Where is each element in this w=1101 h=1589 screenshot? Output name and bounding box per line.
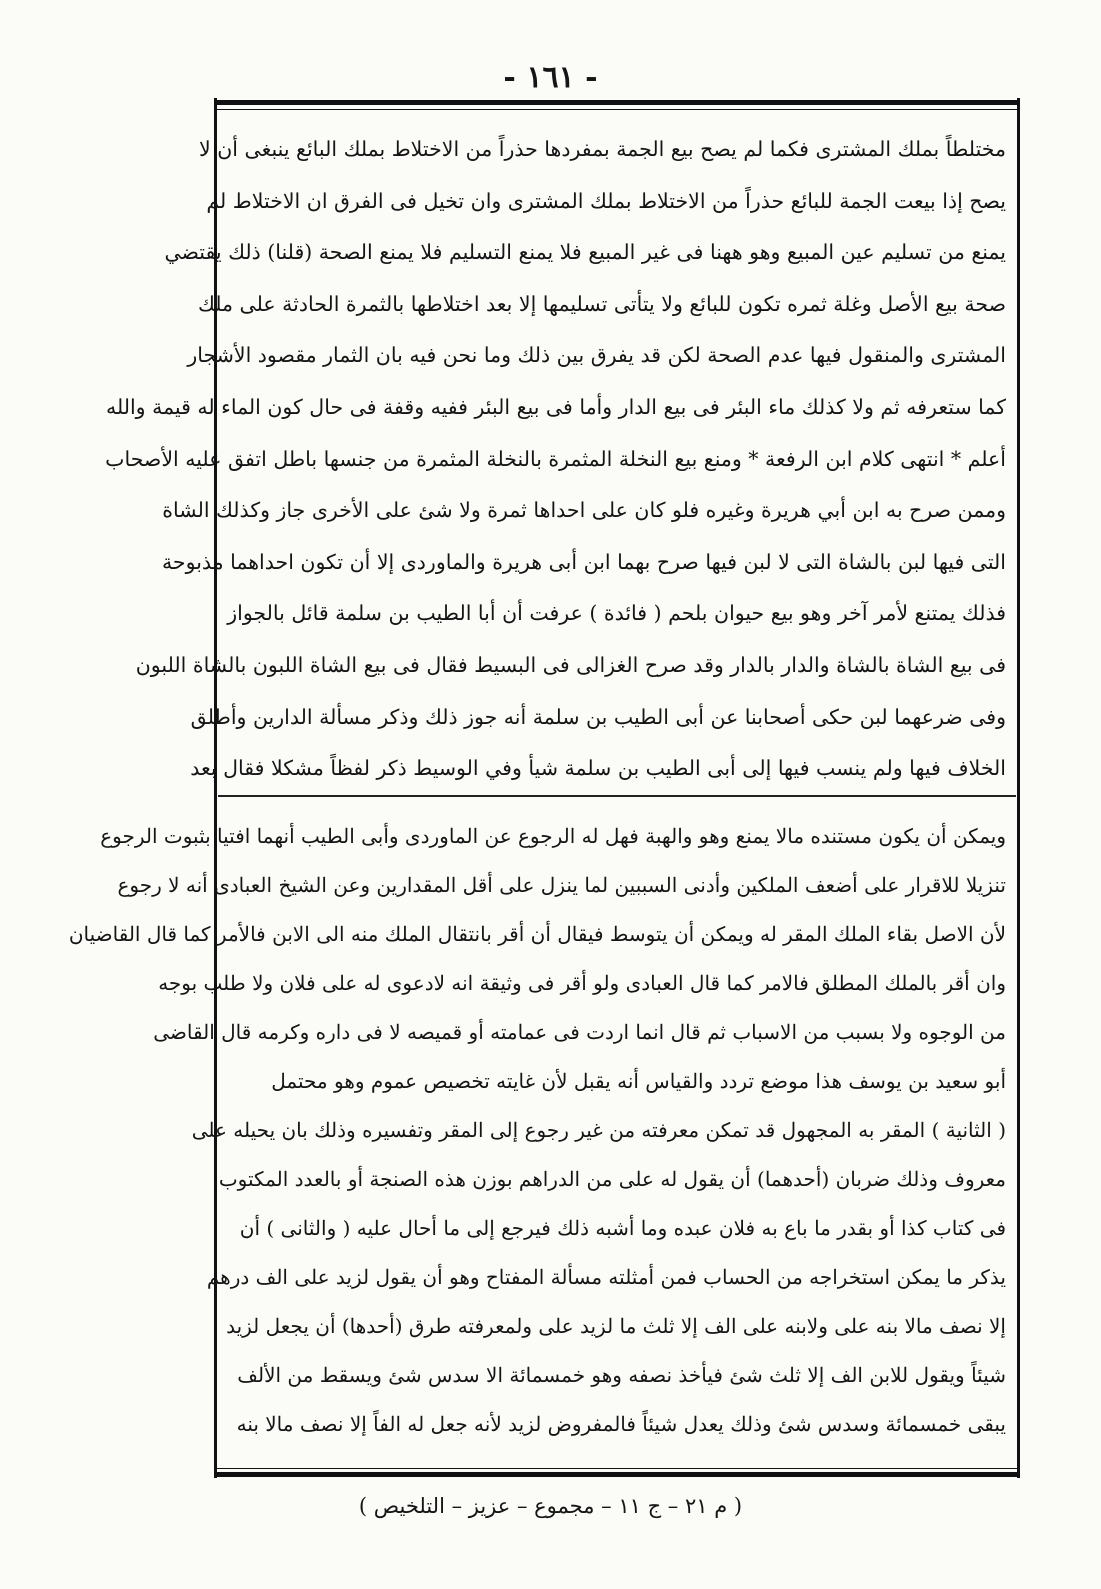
main-text-line: يمنع من تسليم عين المبيع وهو ههنا فى غير المبيع فلا يمنع التسليم فلا يمنع الصحة (قلنا) ذلك يقتضي [164,240,1006,265]
commentary-line: تنزيلا للاقرار على أضعف الملكين وأدنى السببين لما ينزل على أقل المقدارين وعن الشيخ العبادى أنه لا رجوع [117,873,1006,897]
section-divider [218,795,1016,797]
main-text-line: كما ستعرفه ثم ولا كذلك ماء البئر فى بيع الدار وأما فى بيع البئر ففيه وقفة فى حال كون الماء له قيمة والله [105,394,1006,419]
commentary-line: وان أقر بالملك المطلق فالامر كما قال العبادى ولو أقر فى وثيقة انه لادعوى له على فلان ولا طلب بوجه [158,971,1006,995]
commentary-line: ويمكن أن يكون مستنده مالا يمنع وهو والهبة فهل له الرجوع عن الماوردى وأبى الطيب أنهما افتيا بثبوت الرجوع [100,824,1006,848]
commentary-line: ( الثانية ) المقر به المجهول قد تمكن معرفته من غير رجوع إلى المقر وتفسيره وذلك بان يحيله على [191,1118,1006,1142]
commentary-text [68,812,1006,1449]
commentary-line: إلا نصف مالا بنه على ولابنه على الف إلا ثلث ما لزيد على ولمعرفته طرق (أحدها) أن يجعل لزيد [226,1314,1006,1338]
main-text-line: المشترى والمنقول فيها عدم الصحة لكن قد يفرق بين ذلك وما نحن فيه بان الثمار مقصود الأشجار [187,343,1006,368]
main-text-line: الخلاف فيها ولم ينسب فيها إلى أبى الطيب بن سلمة شيأ وفي الوسيط ذكر لفظاً مشكلا فقال بعد [190,756,1006,781]
footer-signature: ( م ٢١ – ج ١١ – مجموع – عزيز – التلخيص ) [358,1494,743,1518]
bottom-rule-thin [214,1468,1020,1469]
commentary-line: لأن الاصل بقاء الملك المقر له ويمكن أن يتوسط فيقال أن أقر بانتقال الملك منه الى الابن فالأمر كما قال القاضيان [68,922,1006,946]
page-number: - ١٦١ - [503,60,598,95]
main-text-line: أعلم * انتهى كلام ابن الرفعة * ومنع بيع النخلة المثمرة بالنخلة المثمرة من جنسها باطل اتفق عليه الأصحاب [105,446,1006,471]
main-text-line: وفى ضرعهما لبن حكى أصحابنا عن أبى الطيب بن سلمة أنه جوز ذلك وذكر مسألة الدارين وأطلق [190,704,1006,729]
main-text-line: يصح إذا بيعت الجمة للبائع حذراً من الاختلاط بملك المشترى وان تخيل فى الفرق ان الاختلاط لم [206,188,1006,213]
main-text-line: وممن صرح به ابن أبي هريرة وغيره فلو كان على احداها ثمرة ولا شئ على الأخرى جاز وكذلك الشاة [162,498,1006,523]
commentary-line: أبو سعيد بن يوسف هذا موضع تردد والقياس أنه يقبل لأن غايته تخصيص عموم وهو محتمل [271,1069,1006,1093]
top-rule-thin [214,109,1020,110]
commentary-line: من الوجوه ولا بسبب من الاسباب ثم قال انما اردت فى عمامته أو قميصه لا فى داره وكرمه قال القاضى [153,1020,1006,1044]
main-text-line: فذلك يمتنع لأمر آخر وهو بيع حيوان بلحم ( فائدة ) عرفت أن أبا الطيب بن سلمة قائل بالجواز [227,601,1006,626]
commentary-line: شيئاً ويقول للابن الف إلا ثلث شئ فيأخذ نصفه وهو خمسمائة الا سدس شئ ويسقط من الألف [237,1363,1006,1387]
main-text-line: مختلطاً بملك المشترى فكما لم يصح بيع الجمة بمفردها حذراً من الاختلاط بملك البائع ينبغى أن لا [199,137,1006,161]
main-text-line: التى فيها لبن بالشاة التى لا لبن فيها صرح بهما ابن أبى هريرة والماوردى إلا أن تكون احداهما مذبوحة [161,549,1006,574]
commentary-line: يذكر ما يمكن استخراجه من الحساب فمن أمثلته مسألة المفتاح وهو أن يقول لزيد على الف درهم [206,1265,1006,1289]
top-rule-thick [214,100,1020,105]
main-text-line: فى بيع الشاة بالشاة والدار بالدار وقد صرح الغزالى فى البسيط فقال فى بيع الشاة اللبون بالشاة اللبون [135,652,1006,677]
commentary-line: معروف وذلك ضربان (أحدهما) أن يقول له على من الدراهم بوزن هذه الصنجة أو بالعدد المكتوب [218,1167,1006,1191]
bottom-rule-thick [214,1472,1020,1477]
commentary-line: فى كتاب كذا أو بقدر ما باع به فلان عبده وما أشبه ذلك فيرجع إلى ما أحال عليه ( والثانى ) أن [239,1216,1006,1240]
main-text [105,124,1006,795]
main-text-line: صحة بيع الأصل وغلة ثمره تكون للبائع ولا يتأتى تسليمها إلا بعد اختلاطها بالثمرة الحادثة على ملك [197,291,1006,316]
commentary-line: يبقى خمسمائة وسدس شئ وذلك يعدل شيئاً فالمفروض لزيد لأنه جعل له الفاً إلا نصف مالا بنه [236,1412,1006,1436]
